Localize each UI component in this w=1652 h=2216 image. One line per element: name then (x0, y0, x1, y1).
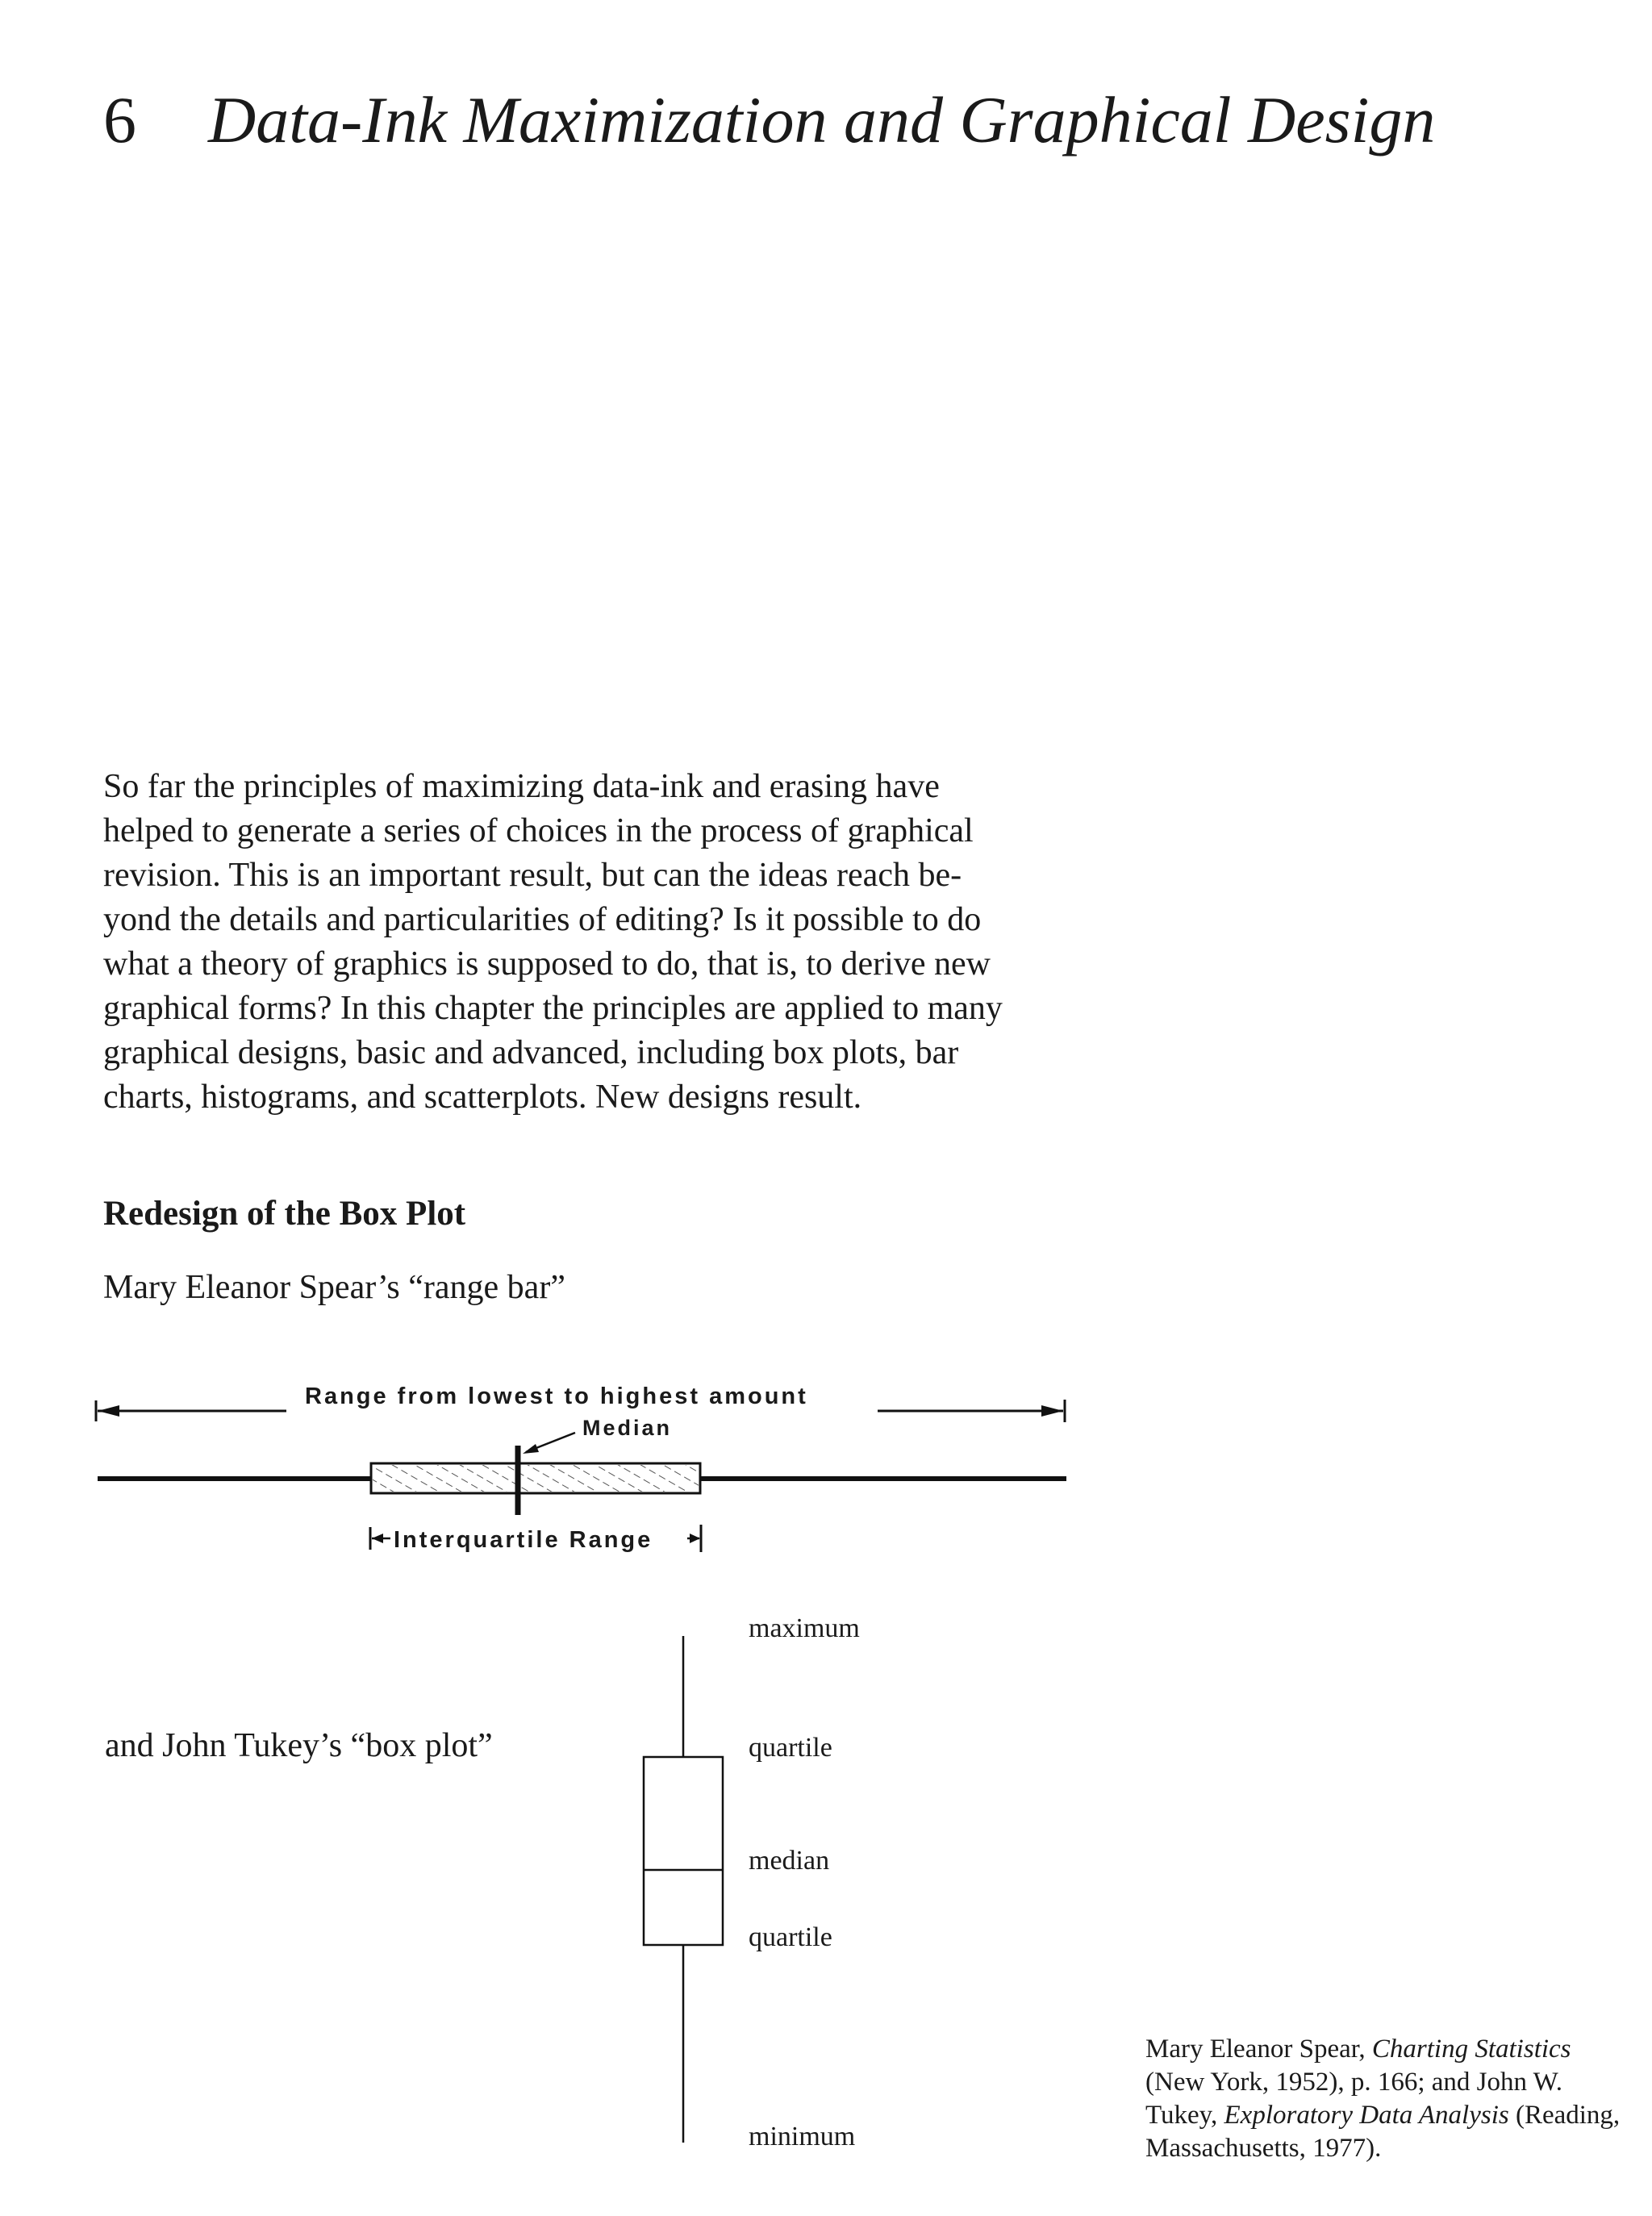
upper-quartile-label: quartile (749, 1733, 832, 1763)
book-title: Exploratory Data Analysis (1224, 2101, 1509, 2130)
sidenote-line: Massachusetts, 1977). (1145, 2134, 1382, 2163)
sidenote-line (1145, 2033, 1646, 2066)
paragraph-line: helped to generate a series of choices in the process of graphical (103, 812, 974, 849)
paragraph-line: revision. This is an important result, but can the ideas reach be- (103, 857, 962, 894)
chapter-title: Data-Ink Maximization and Graphical Design (208, 83, 1436, 156)
paragraph-line: yond the details and particularities of editing? Is it possible to do (103, 901, 982, 938)
sidenote-text: (Reading, (1508, 2101, 1621, 2130)
box-plot-box (644, 1757, 723, 1945)
sidenote (1145, 2033, 1646, 2165)
paragraph-line: charts, histograms, and scatterplots. New designs result. (103, 1079, 862, 1116)
sidenote-line (1145, 2099, 1646, 2132)
paragraph-line: what a theory of graphics is supposed to do, that is, to derive new (103, 945, 991, 983)
lower-quartile-label: quartile (749, 1922, 832, 1952)
book-title: Charting Statistics (1371, 2034, 1571, 2064)
section-heading: Redesign of the Box Plot (103, 1195, 466, 1233)
paragraph-line: graphical forms? In this chapter the principles are applied to many (103, 990, 1003, 1027)
paragraph-line: So far the principles of maximizing data-ink and erasing have (103, 768, 940, 805)
paragraph-line: graphical designs, basic and advanced, including box plots, bar (103, 1034, 959, 1071)
chapter-number: 6 (103, 83, 136, 156)
median-label: Median (582, 1416, 673, 1440)
maximum-label: maximum (749, 1613, 860, 1643)
range-label: Range from lowest to highest amount (305, 1383, 808, 1409)
minimum-label: minimum (749, 2122, 856, 2151)
box-plot-caption: and John Tukey’s “box plot” (105, 1727, 493, 1764)
box-plot (644, 1636, 723, 2143)
median-leader (523, 1433, 575, 1454)
iqr-label: Interquartile Range (394, 1527, 653, 1553)
median-text-label: median (749, 1846, 830, 1876)
range-bar-caption: Mary Eleanor Spear’s “range bar” (103, 1269, 565, 1306)
sidenote-text: Tukey, (1145, 2101, 1224, 2130)
sidenote-text: Mary Eleanor Spear, (1145, 2034, 1372, 2064)
sidenote-line: (New York, 1952), p. 166; and John W. (1145, 2068, 1563, 2097)
